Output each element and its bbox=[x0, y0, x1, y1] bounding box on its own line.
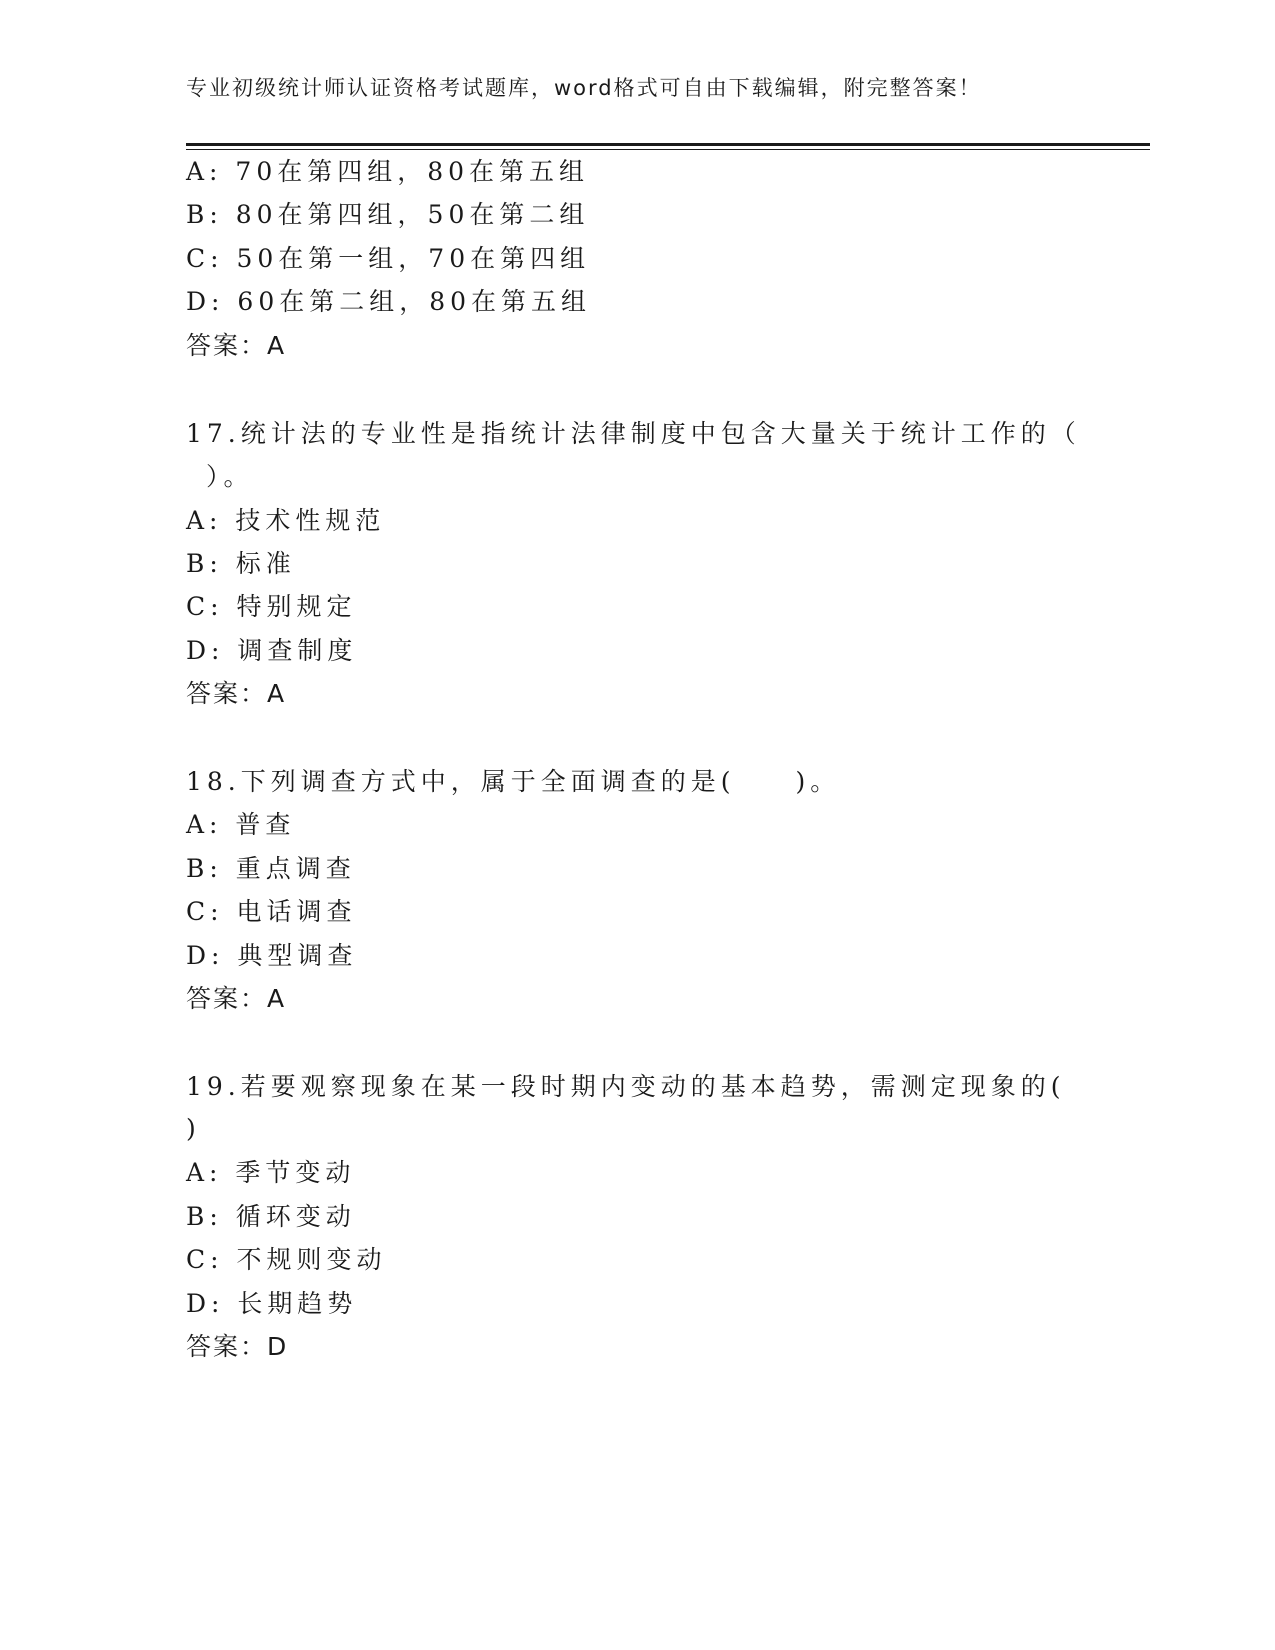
q18-option-b: B: 重点调查 bbox=[186, 854, 356, 883]
q17-stem-line2: ）。 bbox=[206, 462, 254, 491]
q19-option-c: C: 不规则变动 bbox=[186, 1245, 387, 1274]
q16-option-c: C: 50在第一组，70在第四组 bbox=[186, 244, 591, 273]
q17-option-d: D: 调查制度 bbox=[186, 636, 358, 665]
q18-option-a: A: 普查 bbox=[186, 810, 296, 839]
header-rule-thick bbox=[186, 143, 1150, 146]
header-rule-thin bbox=[186, 149, 1150, 150]
q17-stem-line1: 17.统计法的专业性是指统计法律制度中包含大量关于统计工作的（ bbox=[186, 419, 1081, 448]
q17-option-b: B: 标准 bbox=[186, 549, 296, 578]
q16-answer: 答案：A bbox=[186, 331, 287, 360]
q16-option-b: B: 80在第四组，50在第二组 bbox=[186, 200, 590, 229]
q18-option-c: C: 电话调查 bbox=[186, 897, 357, 926]
q19-option-b: B: 循环变动 bbox=[186, 1202, 356, 1231]
q18-answer: 答案：A bbox=[186, 984, 287, 1013]
q16-option-a: A: 70在第四组，80在第五组 bbox=[186, 157, 590, 186]
page-header-title: 专业初级统计师认证资格考试题库，word格式可自由下载编辑，附完整答案！ bbox=[186, 76, 982, 100]
q16-option-d: D: 60在第二组，80在第五组 bbox=[186, 287, 592, 316]
q18-stem-line1: 18.下列调查方式中，属于全面调查的是( )。 bbox=[186, 767, 841, 796]
q19-stem-line1: 19.若要观察现象在某一段时期内变动的基本趋势，需测定现象的( bbox=[186, 1072, 1066, 1101]
q17-option-c: C: 特别规定 bbox=[186, 592, 357, 621]
q19-option-a: A: 季节变动 bbox=[186, 1158, 356, 1187]
q19-stem-line2: ) bbox=[186, 1114, 201, 1143]
q17-answer: 答案：A bbox=[186, 679, 287, 708]
q17-option-a: A: 技术性规范 bbox=[186, 506, 386, 535]
q19-answer: 答案：D bbox=[186, 1332, 289, 1361]
q19-option-d: D: 长期趋势 bbox=[186, 1289, 358, 1318]
q18-option-d: D: 典型调查 bbox=[186, 941, 358, 970]
